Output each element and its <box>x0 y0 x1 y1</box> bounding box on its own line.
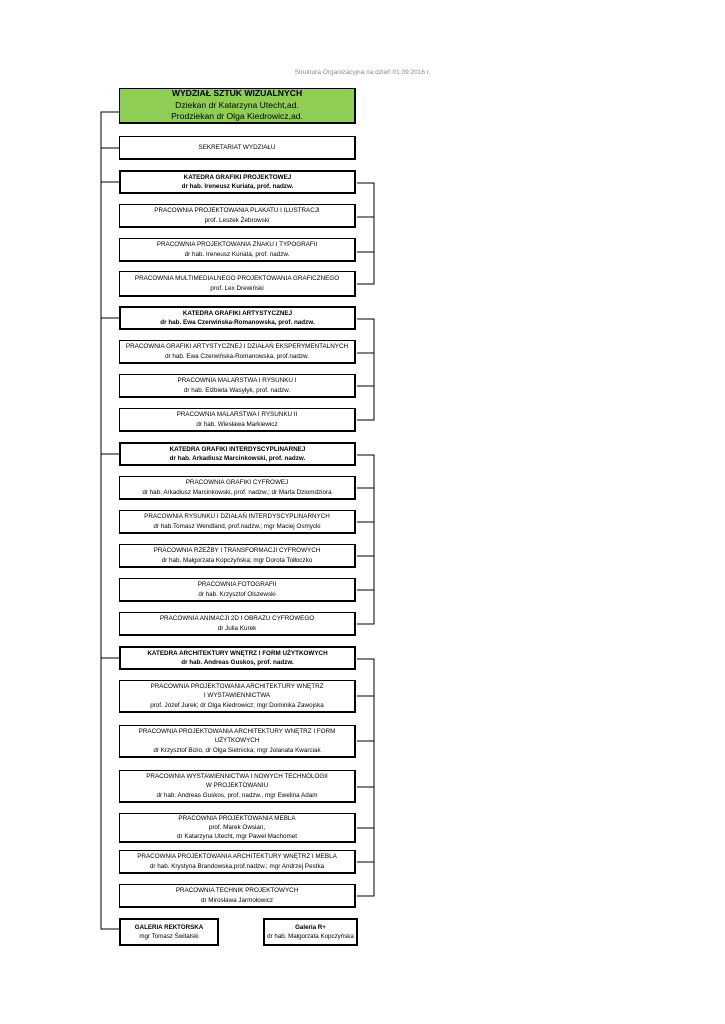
unit-staff: dr hab. Krystyna Brandowska,prof.nadzw.; mgr Andrzej Pestka <box>149 862 325 870</box>
gallery-rektorska-title: GALERIA REKTORSKA <box>134 924 204 931</box>
dept4-title: KATEDRA ARCHITEKTURY WNĘTRZ I FORM UŻYTKOWYCH <box>147 649 328 657</box>
dept2-box <box>119 306 356 330</box>
unit-name: PRACOWNIA RYSUNKU I DZIAŁAŃ INTERDYSCYPLINARNYCH <box>144 513 330 521</box>
unit-staff: dr hab.Tomasz Wendland, prof.nadzw.; mgr Maciej Osmycki <box>153 522 321 530</box>
unit-staff: dr hab. Elżbieta Wasyłyk, prof. nadzw. <box>183 386 291 394</box>
unit-name: PRACOWNIA RZEŹBY I TRANSFORMACJI CYFROWYCH <box>153 547 321 555</box>
dept4-unit-3 <box>119 770 356 803</box>
dept3-title: KATEDRA GRAFIKI INTERDYSCYPLINARNEJ <box>169 445 306 453</box>
dept4-bracket <box>357 659 374 896</box>
dept3-head: dr hab. Arkadiusz Marcinkowski, prof. nadzw. <box>169 455 306 462</box>
unit-name: PRACOWNIA ANIMACJI 2D I OBRAZU CYFROWEGO <box>159 615 315 623</box>
secretariat-title: SEKRETARIAT WYDZIAŁU <box>198 143 276 151</box>
dept2-unit-2 <box>119 374 356 398</box>
unit-name: PRACOWNIA GRAFIKI CYFROWEJ <box>185 479 289 487</box>
dept3-unit-1 <box>119 476 356 500</box>
unit-name-cont: I WYSTAWIENNICTWA <box>203 692 271 700</box>
unit-name: PRACOWNIA PROJEKTOWANIA ARCHITEKTURY WNĘTRZ I MEBLA <box>137 853 337 861</box>
faculty-title: WYDZIAŁ SZTUK WIZUALNYCH <box>171 88 303 99</box>
gallery-r-plus-box <box>263 918 358 946</box>
dept1-box <box>119 170 356 194</box>
unit-staff: dr hab. Krzysztof Olszewski <box>198 590 276 598</box>
dept1-unit-2 <box>119 238 356 262</box>
unit-staff: dr hab. Arkadiusz Marcinkowski, prof. nadzw.; dr Marta Dziomdziora <box>142 488 332 496</box>
dept1-head: dr hab. Ireneusz Kuriata, prof. nadzw. <box>181 183 294 190</box>
dept3-unit-5 <box>119 612 356 636</box>
unit-name: PRACOWNIA TECHNIK PROJEKTOWYCH <box>175 887 299 895</box>
unit-staff: prof. Lex Drewiński <box>210 284 264 292</box>
dept1-unit-3 <box>119 271 356 297</box>
dept2-head: dr hab. Ewa Czerwińska-Romanowska, prof. nadzw. <box>160 319 315 326</box>
dept1-title: KATEDRA GRAFIKI PROJEKTOWEJ <box>183 173 292 181</box>
unit-staff: dr Katarzyna Utecht, mgr Paweł Machomet <box>176 833 298 841</box>
dept3-unit-2 <box>119 510 356 534</box>
unit-name-cont: W PROJEKTOWANIU <box>205 782 269 790</box>
unit-staff: prof. Leszek Żebrowski <box>204 216 270 224</box>
unit-staff: dr hab. Wiesława Markiewicz <box>196 420 278 428</box>
unit-name: PRACOWNIA MALARSTWA I RYSUNKU I <box>177 377 297 385</box>
unit-name: PRACOWNIA PROJEKTOWANIA ARCHITEKTURY WNĘTRZ <box>150 683 324 691</box>
dept2-title: KATEDRA GRAFIKI ARTYSTYCZNEJ <box>182 309 293 317</box>
unit-staff: dr Julia Kurek <box>217 624 257 632</box>
dept1-tick-c <box>357 252 374 284</box>
unit-staff: dr hab. Ireneusz Kuriata, prof. nadzw. <box>184 250 290 258</box>
dept4-unit-1 <box>119 680 356 713</box>
unit-name: PRACOWNIA GRAFIKI ARTYSTYCZNEJ I DZIAŁAŃ EKSPERYMENTALNYCH <box>125 343 349 351</box>
gallery-r-plus-title: Galeria R+ <box>295 924 326 931</box>
secretariat-box <box>119 136 356 160</box>
unit-name: PRACOWNIA MULTIMEDIALNEGO PROJEKTOWANIA GRAFICZNEGO <box>134 275 340 283</box>
unit-name: PRACOWNIA WYSTAWIENNICTWA I NOWYCH TECHNOLOGII <box>146 773 328 781</box>
dept4-head: dr hab. Andreas Guskos, prof. nadzw. <box>181 659 294 666</box>
gallery-rektorska-staff: mgr Tomasz Świtalski <box>139 933 199 940</box>
unit-name: PRACOWNIA PROJEKTOWANIA ARCHITEKTURY WNĘTRZ I FORM <box>138 728 336 736</box>
unit-name: PRACOWNIA PROJEKTOWANIA ZNAKU I TYPOGRAFII <box>156 241 318 249</box>
unit-name: PRACOWNIA MALARSTWA I RYSUNKU II <box>176 411 298 419</box>
dept2-unit-1 <box>119 340 356 364</box>
left-spine <box>101 112 119 929</box>
dept3-box <box>119 442 356 466</box>
unit-staff: dr hab. Ewa Czerwińska-Romanowska, prof.nadzw. <box>165 352 309 360</box>
faculty-root-box <box>119 88 356 124</box>
unit-name-cont: UŻYTKOWYCH <box>214 737 260 745</box>
dept1-unit-1 <box>119 204 356 228</box>
gallery-rektorska-box <box>119 918 219 946</box>
dept4-unit-4 <box>119 813 356 843</box>
unit-staff: dr Mirosława Jarmołowicz <box>200 896 274 904</box>
vice-dean-name: Prodziekan dr Olga Kiedrowicz,ad. <box>171 111 303 122</box>
dept2-bracket <box>357 319 374 420</box>
dept4-box <box>119 646 356 670</box>
dept3-unit-3 <box>119 544 356 568</box>
gallery-r-plus-staff: dr hab. Małgorzata Kopczyńska <box>267 933 354 940</box>
dept4-unit-6 <box>119 884 356 908</box>
unit-name-cont: prof. Marek Owsian, <box>208 823 266 831</box>
unit-staff: dr hab. Małgorzata Kopczyńska; mgr Dorota Tołłoczko <box>161 556 313 564</box>
dept2-unit-3 <box>119 408 356 432</box>
header-note: Struktura Organizacyjna na dzień 01.09.2016 r. <box>294 69 431 76</box>
unit-staff: prof. Józef Jurek; dr Olga Kiedrowicz; mgr Dominika Zawojska <box>150 701 324 709</box>
dept4-unit-5 <box>119 850 356 874</box>
unit-name: PRACOWNIA PROJEKTOWANIA PLAKATU I ILUSTRACJI <box>154 207 320 215</box>
unit-name: PRACOWNIA PROJEKTOWANIA MEBLA <box>178 814 296 822</box>
dept4-unit-2 <box>119 725 356 758</box>
dept3-bracket <box>357 455 374 624</box>
unit-staff: dr Krzysztof Bizio, dr Olga Sietnicka; mgr Jolanata Kwarciak <box>153 746 321 754</box>
dean-name: Dziekan dr Katarzyna Utecht,ad. <box>175 99 299 110</box>
unit-staff: dr hab. Andreas Guskos, prof. nadzw., mgr Ewelina Adam <box>156 791 318 799</box>
dept3-unit-4 <box>119 578 356 602</box>
unit-name: PRACOWNIA FOTOGRAFII <box>197 581 277 589</box>
